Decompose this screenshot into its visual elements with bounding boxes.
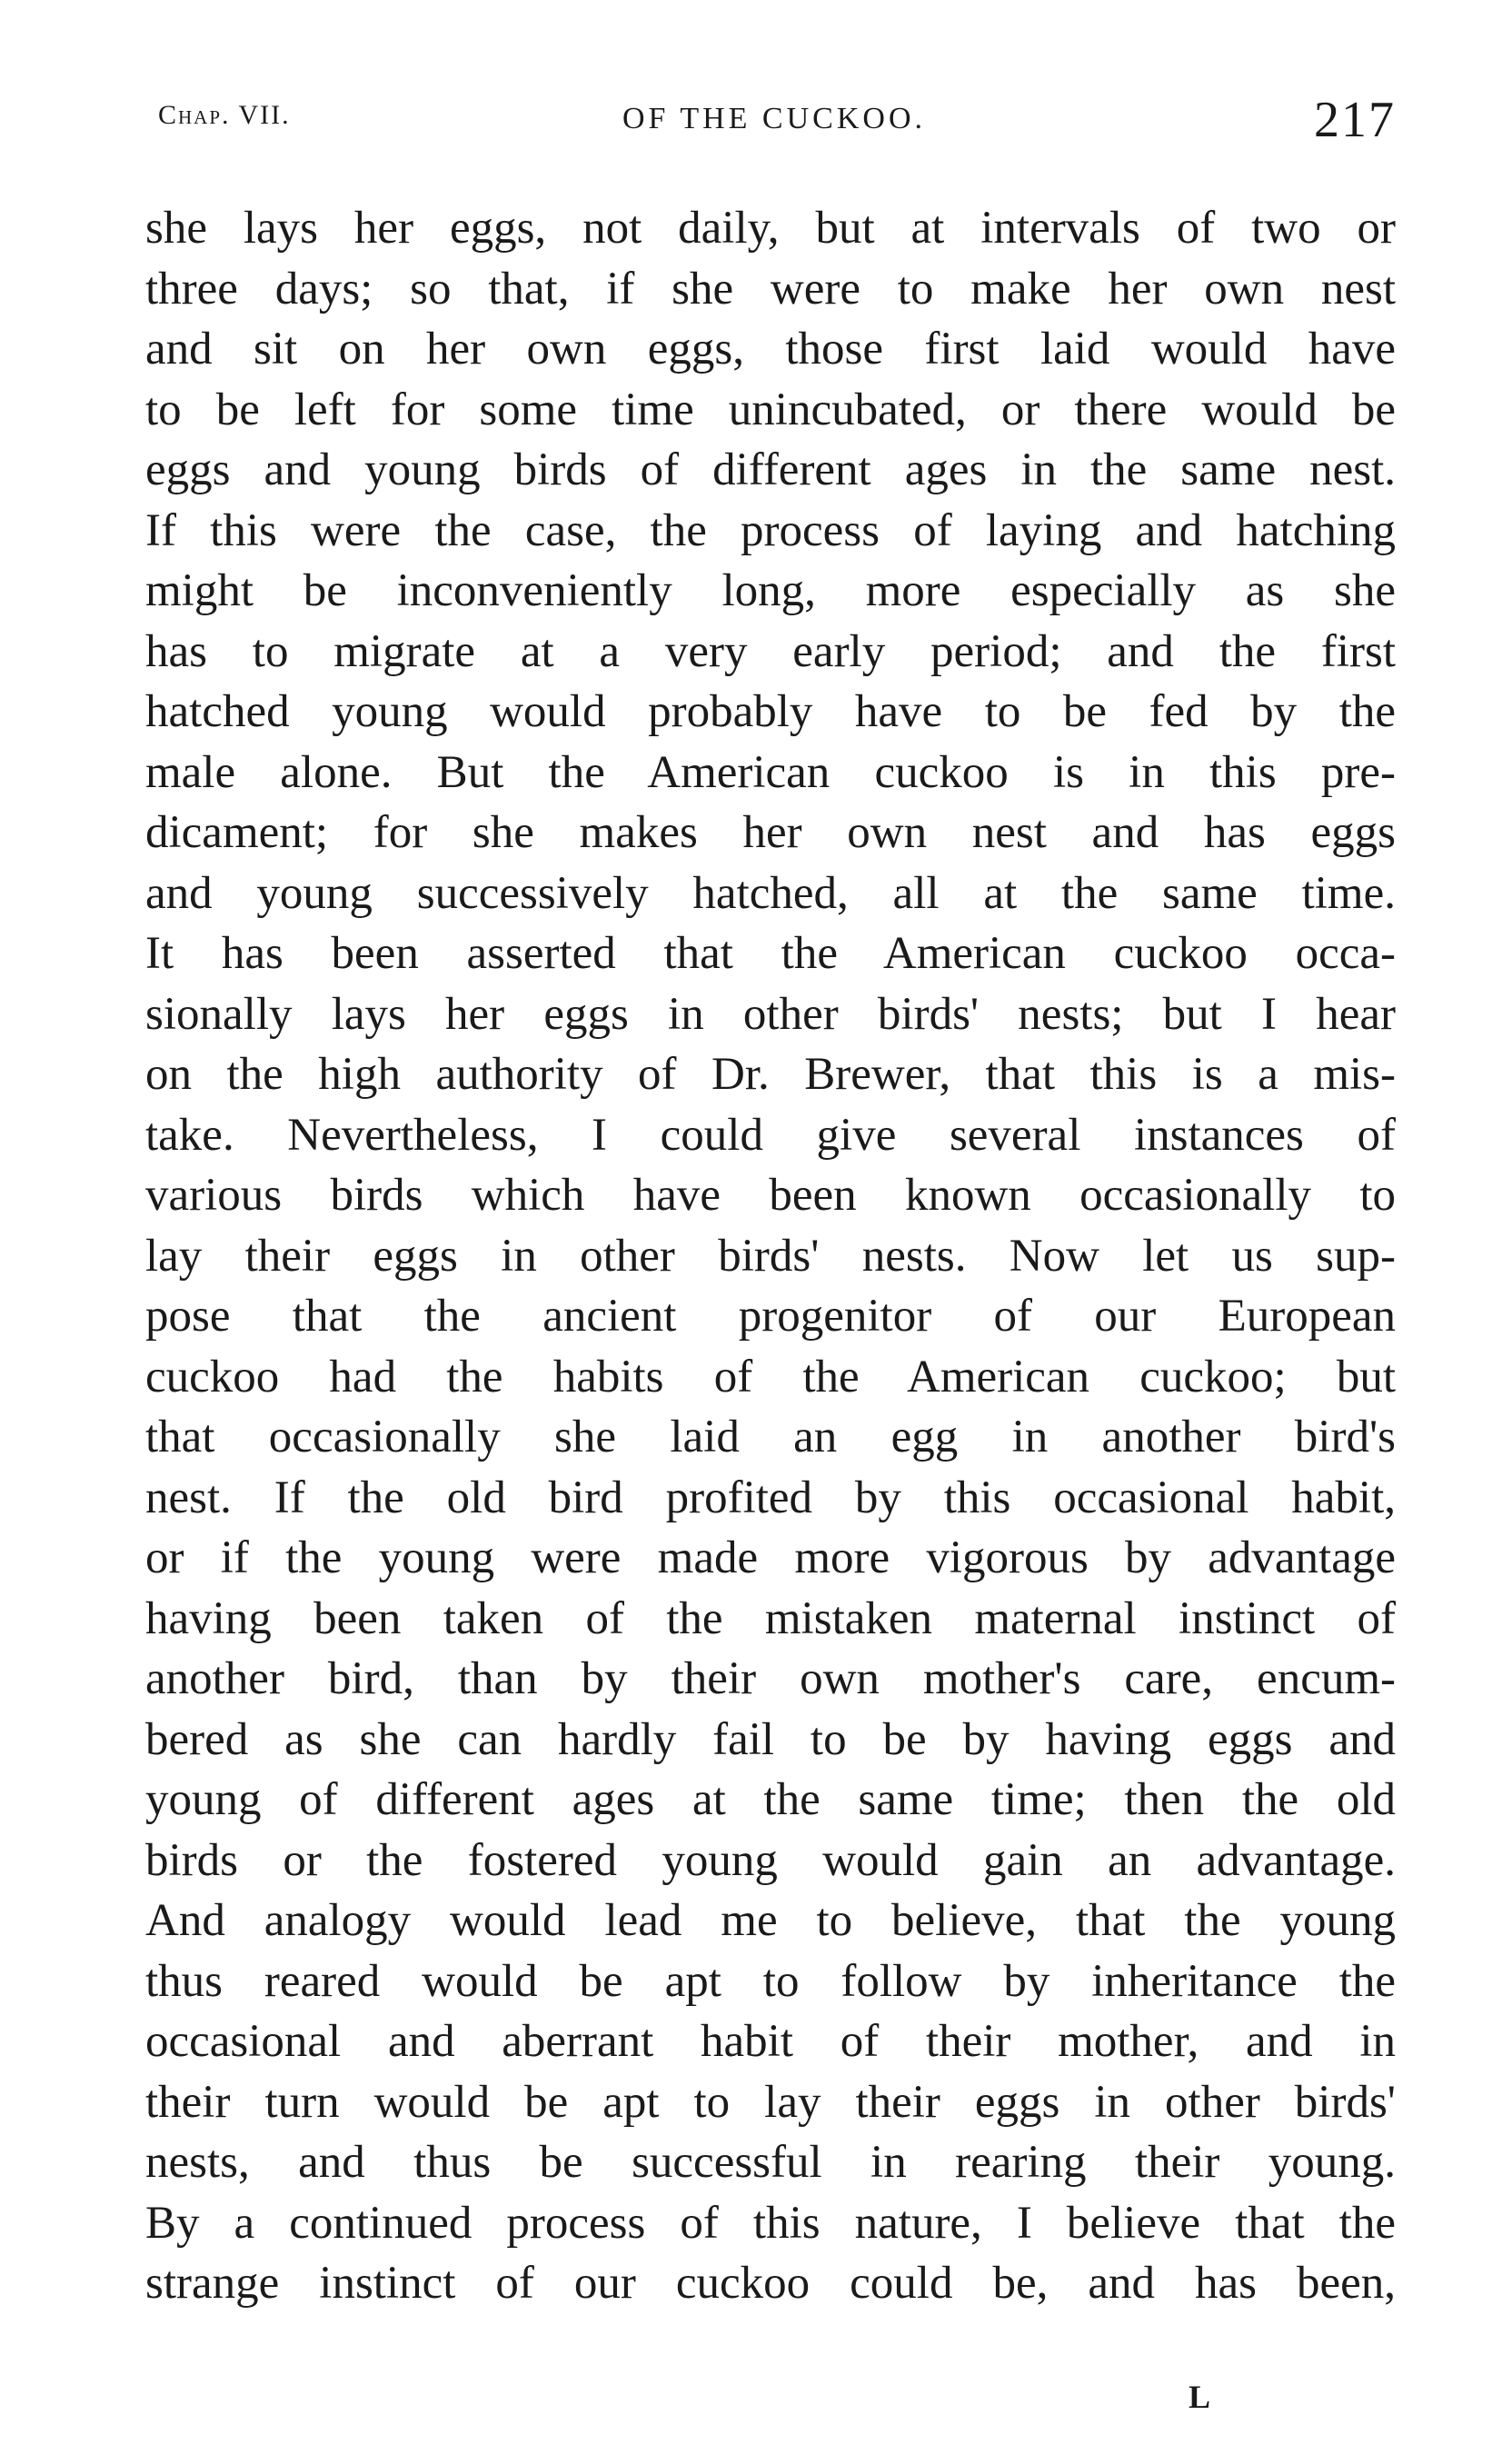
text-line: take. Nevertheless, I could give several instances of [145, 1109, 1396, 1161]
text-line: strange instinct of our cuckoo could be, and has been, [145, 2258, 1396, 2309]
text-line: If this were the case, the process of laying and hatching [145, 504, 1396, 556]
signature-mark: L [1189, 2379, 1213, 2415]
text-line: various birds which have been known occasionally to [145, 1170, 1396, 1221]
text-line: occasional and aberrant habit of their mother, and in [145, 2016, 1396, 2067]
text-line: or if the young were made more vigorous by advantage [145, 1532, 1396, 1583]
text-line: hatched young would probably have to be fed by the [145, 686, 1396, 737]
body-text [145, 198, 1396, 2314]
text-line: By a continued process of this nature, I believe that the [145, 2197, 1396, 2249]
text-line: dicament; for she makes her own nest and has eggs [145, 807, 1396, 858]
text-line: male alone. But the American cuckoo is in this pre- [145, 746, 1396, 798]
text-line: and young successively hatched, all at the same time. [145, 867, 1396, 919]
text-line: pose that the ancient progenitor of our European [145, 1291, 1396, 1342]
text-line: thus reared would be apt to follow by inheritance the [145, 1955, 1396, 2007]
text-line: might be inconveniently long, more especially as she [145, 565, 1396, 616]
text-line: And analogy would lead me to believe, that the young [145, 1895, 1396, 1946]
text-line: young of different ages at the same time; then the old [145, 1774, 1396, 1825]
text-line: lay their eggs in other birds' nests. Now let us sup- [145, 1230, 1396, 1282]
text-line: their turn would be apt to lay their eggs in other birds' [145, 2076, 1396, 2128]
text-line: that occasionally she laid an egg in another bird's [145, 1412, 1396, 1462]
text-line: bered as she can hardly fail to be by having eggs and [145, 1713, 1396, 1765]
running-head [153, 91, 1396, 155]
text-line: eggs and young birds of different ages in the same nest. [145, 444, 1396, 495]
text-line: sionally lays her eggs in other birds' nests; but I hear [145, 988, 1396, 1040]
text-line: has to migrate at a very early period; and the first [145, 625, 1396, 677]
text-line: It has been asserted that the American cuckoo occa- [145, 928, 1396, 979]
page-number: 217 [1314, 92, 1396, 148]
text-line: nest. If the old bird profited by this occasional habit, [145, 1472, 1396, 1523]
text-line: another bird, than by their own mother's care, encum- [145, 1653, 1396, 1704]
chapter-title: OF THE CUCKOO. [622, 102, 926, 135]
text-line: on the high authority of Dr. Brewer, that this is a mis- [145, 1049, 1396, 1100]
chapter-label: Chap. VII. [158, 100, 291, 130]
text-line: cuckoo had the habits of the American cuckoo; but [145, 1351, 1396, 1402]
text-line: having been taken of the mistaken maternal instinct of [145, 1592, 1396, 1644]
text-line: birds or the fostered young would gain an advantage. [145, 1834, 1396, 1886]
text-line: nests, and thus be successful in rearing their young. [145, 2137, 1396, 2188]
text-line: to be left for some time unincubated, or there would be [145, 384, 1396, 435]
text-line: and sit on her own eggs, those first laid would have [145, 324, 1396, 374]
text-line: she lays her eggs, not daily, but at intervals of two or [145, 203, 1396, 254]
text-line: three days; so that, if she were to make her own nest [145, 263, 1396, 314]
